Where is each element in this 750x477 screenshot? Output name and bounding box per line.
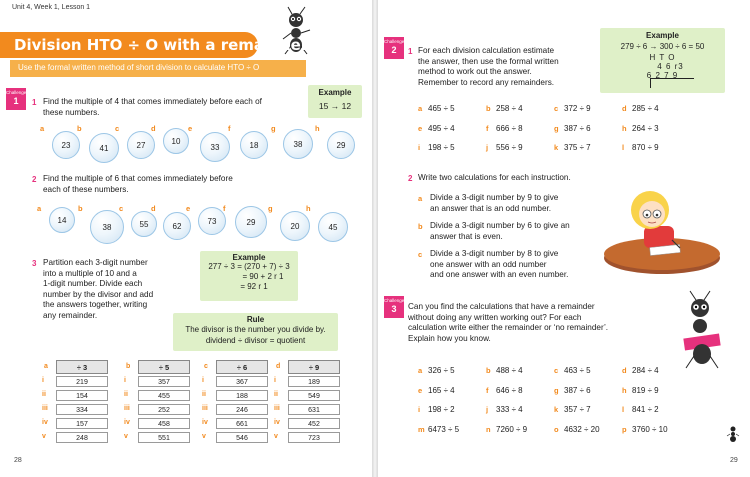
table-cell: 551 (138, 432, 190, 443)
calc-expression: 372 ÷ 9 (564, 104, 591, 113)
rule-heading: Rule (246, 315, 265, 324)
instruction-line: Divide a 3-digit number by 6 to give an (430, 221, 570, 230)
calc-label: d (622, 104, 627, 113)
table-row-label: v (274, 433, 278, 440)
table-cell: 154 (56, 390, 108, 401)
calc-expression: 198 ÷ 2 (428, 405, 455, 414)
calc-label: g (554, 385, 559, 395)
example-heading: Example (232, 253, 266, 262)
calc-expression: 495 ÷ 4 (428, 123, 455, 133)
calc-expression: 7260 ÷ 9 (496, 424, 528, 434)
example-line: 277 ÷ 3 = (270 + 7) ÷ 3 (208, 262, 290, 271)
table-cell: 219 (56, 376, 108, 387)
table-row-label: iv (124, 419, 130, 426)
instruction-line: and one answer with an even number. (430, 270, 569, 279)
calc-label: k (554, 405, 559, 414)
r-question-1-line: the answer, then use the formal written (418, 56, 559, 66)
calc-label: f (486, 385, 489, 395)
number-bubble (127, 131, 155, 159)
bubble-label: g (268, 204, 273, 213)
number-bubble (327, 131, 355, 159)
calc-label: l (622, 143, 625, 152)
calc-expression: 285 ÷ 4 (632, 104, 659, 113)
example-heading: Example (318, 88, 352, 97)
calc-expression: 6473 ÷ 5 (428, 424, 460, 434)
table-column-label: c (204, 363, 208, 370)
calc-expression: 4632 ÷ 20 (564, 424, 600, 434)
calc-label: h (622, 385, 627, 395)
bubble-value: 27 (136, 140, 146, 150)
example-value: 15 → 12 (318, 101, 352, 111)
bubble-label: a (37, 204, 42, 213)
table-row-label: iv (42, 419, 48, 426)
bubble-value: 45 (328, 222, 338, 232)
r-question-1-line: For each division calculation estimate (418, 46, 555, 55)
table-row-label: v (124, 433, 128, 440)
r-question-1-number: 1 (408, 47, 413, 56)
calc-label: c (554, 366, 559, 375)
bubble-value: 38 (102, 222, 112, 232)
question-3-line: Partition each 3-digit number (43, 258, 148, 267)
rule-line: The divisor is the number you divide by. (185, 325, 326, 334)
number-bubble (90, 210, 124, 244)
table-cell: 723 (288, 432, 340, 443)
calc-expression: 357 ÷ 7 (564, 405, 591, 414)
bubble-label: b (78, 204, 83, 213)
bubble-value: 23 (61, 140, 71, 150)
table-row-label: iv (202, 419, 208, 426)
bubble-value: 20 (290, 221, 300, 231)
number-bubble (235, 206, 267, 238)
calc-expression: 333 ÷ 4 (496, 405, 523, 414)
calc-expression: 375 ÷ 7 (564, 143, 591, 152)
table-row-label: iii (274, 405, 280, 412)
table-row-label: v (202, 433, 206, 440)
example-box-3 (600, 28, 725, 93)
bubble-value: 38 (293, 139, 303, 149)
question-1-line: these numbers. (43, 107, 100, 117)
number-bubble (131, 211, 157, 237)
calc-expression: 198 ÷ 5 (428, 143, 455, 152)
table-header: ÷ 5 (138, 360, 190, 374)
table-cell: 334 (56, 404, 108, 415)
calc-expression: 465 ÷ 5 (428, 104, 455, 113)
table-cell: 188 (216, 390, 268, 401)
table-cell: 631 (288, 404, 340, 415)
table-header: ÷ 9 (288, 360, 340, 374)
challenge-badge-2 (384, 37, 404, 59)
table-row-label: iii (124, 405, 130, 412)
number-bubble (163, 128, 189, 154)
challenge-label: Challenge (384, 39, 405, 44)
instruction-line: answer that is even. (430, 231, 503, 241)
instruction-line: Divide a 3-digit number by 8 to give (430, 249, 559, 258)
ant-with-pencil-icon (672, 290, 732, 370)
calc-expression: 463 ÷ 5 (564, 366, 591, 375)
calc-expression: 258 ÷ 4 (496, 104, 523, 113)
calc-label: a (418, 104, 423, 113)
r-question-3-line: Explain how you know. (408, 333, 491, 343)
right-page (378, 0, 750, 477)
r-question-1-text (418, 46, 598, 88)
instruction-label: a (418, 194, 423, 203)
r-question-2-number: 2 (408, 174, 413, 183)
instruction-label: c (418, 250, 423, 259)
example-line: 279 ÷ 6 → 300 ÷ 6 = 50 (620, 42, 705, 51)
bubble-label: h (315, 124, 320, 133)
calc-expression: 488 ÷ 4 (496, 366, 523, 375)
example-heading: Example (646, 31, 679, 40)
calc-label: a (418, 366, 423, 375)
calc-label: b (486, 366, 491, 375)
example-box-1 (308, 85, 362, 118)
bubble-label: a (40, 124, 45, 133)
calc-expression: 387 ÷ 6 (564, 385, 591, 395)
table-cell: 458 (138, 418, 190, 429)
question-2-line: Find the multiple of 6 that comes immediately before (43, 174, 233, 183)
number-bubble (163, 212, 191, 240)
example-line: = 92 r 1 (240, 282, 268, 291)
table-cell: 452 (288, 418, 340, 429)
bubble-value: 29 (336, 140, 346, 150)
table-row-label: iii (202, 405, 208, 412)
table-row-label: v (42, 433, 46, 440)
calc-label: e (418, 123, 423, 133)
ant-small-icon (726, 426, 740, 442)
r-question-3-line: calculation write either the remainder or ‘no remainder’. (408, 323, 609, 332)
page-number-left: 28 (14, 457, 22, 464)
instruction-text (430, 193, 600, 214)
table-cell: 189 (288, 376, 340, 387)
r-question-3-line: Can you find the calculations that have a remainder (408, 302, 595, 311)
question-1-text (43, 97, 283, 118)
table-row-label: iv (274, 419, 280, 426)
place-value-header: H T O (649, 53, 676, 62)
question-3-text (43, 258, 183, 321)
challenge-badge-3 (384, 296, 404, 318)
calc-label: h (622, 123, 627, 133)
table-row-label: ii (274, 391, 278, 398)
table-row-label: i (274, 377, 276, 384)
table-column-label: d (276, 363, 281, 370)
bubble-value: 18 (249, 140, 259, 150)
instruction-label: b (418, 222, 423, 231)
example-box-2 (200, 251, 298, 301)
calc-label: o (554, 424, 559, 434)
table-cell: 357 (138, 376, 190, 387)
calc-label: j (486, 405, 489, 414)
number-bubble (52, 131, 80, 159)
table-row-label: i (42, 377, 44, 384)
challenge-label: Challenge (384, 298, 405, 303)
rule-line: dividend ÷ divisor = quotient (205, 336, 306, 345)
challenge-badge-1 (6, 88, 26, 110)
calc-expression: 870 ÷ 9 (632, 143, 659, 152)
calc-label: j (486, 143, 489, 152)
table-row-label: i (202, 377, 204, 384)
girl-writing-icon (602, 178, 722, 278)
calc-label: l (622, 405, 625, 414)
challenge-number: 3 (391, 303, 397, 314)
calc-expression: 387 ÷ 6 (564, 123, 591, 133)
calc-label: i (418, 143, 421, 152)
bubble-value: 10 (171, 136, 181, 146)
calc-label: i (418, 405, 421, 414)
calc-expression: 165 ÷ 4 (428, 385, 455, 395)
question-3-line: the answers together, writing (43, 300, 148, 309)
bubble-label: c (119, 204, 124, 213)
bubble-label: d (151, 204, 156, 213)
table-cell: 248 (56, 432, 108, 443)
left-page (0, 0, 372, 477)
instruction-line: Divide a 3-digit number by 9 to give (430, 193, 559, 202)
bubble-value: 55 (139, 219, 149, 229)
calc-expression: 3760 ÷ 10 (632, 424, 668, 434)
calc-label: p (622, 424, 627, 434)
table-column-label: b (126, 363, 131, 370)
calc-label: d (622, 366, 627, 375)
instruction-line: one answer with an odd number (430, 259, 547, 269)
question-3-line: 1-digit number. Divide each (43, 279, 143, 288)
bubble-label: e (186, 204, 191, 213)
table-row-label: ii (124, 391, 128, 398)
bubble-value: 14 (57, 215, 67, 225)
calc-label: b (486, 104, 491, 113)
r-question-1-line: Remember to record any remainders. (418, 77, 555, 87)
page-number-right: 29 (730, 457, 738, 464)
page-title: Division HTO ÷ O with a remainder (14, 36, 309, 54)
table-cell: 546 (216, 432, 268, 443)
number-bubble (89, 133, 119, 163)
bubble-value: 29 (246, 217, 256, 227)
number-bubble (198, 207, 226, 235)
number-bubble (318, 212, 348, 242)
challenge-number: 1 (13, 95, 19, 106)
question-3-number: 3 (32, 259, 37, 268)
bubble-label: g (271, 124, 276, 133)
question-1-number: 1 (32, 98, 37, 107)
challenge-number: 2 (391, 44, 397, 55)
table-cell: 157 (56, 418, 108, 429)
instruction-text (430, 249, 600, 281)
bubble-value: 41 (99, 143, 109, 153)
table-cell: 252 (138, 404, 190, 415)
dividend-line: 6 2 7 9 (646, 71, 679, 80)
table-cell: 367 (216, 376, 268, 387)
bubble-label: c (115, 124, 120, 133)
table-row-label: iii (42, 405, 48, 412)
bubble-label: f (223, 204, 226, 213)
bubble-label: h (306, 204, 311, 213)
quotient-line: 4 6 r3 (657, 62, 684, 71)
bubble-value: 62 (172, 221, 182, 231)
bubble-label: f (228, 124, 231, 133)
division-bar (650, 78, 694, 79)
table-cell: 549 (288, 390, 340, 401)
question-3-line: into a multiple of 10 and a (43, 268, 137, 278)
division-bracket (650, 78, 651, 88)
table-cell: 661 (216, 418, 268, 429)
calc-label: g (554, 123, 559, 133)
r-question-1-line: method to work out the answer. (418, 67, 532, 76)
calc-label: c (554, 104, 559, 113)
r-question-2-text: Write two calculations for each instruction. (418, 173, 571, 182)
table-row-label: ii (42, 391, 46, 398)
table-header: ÷ 6 (216, 360, 268, 374)
number-bubble (240, 131, 268, 159)
number-bubble (49, 207, 75, 233)
question-2-number: 2 (32, 175, 37, 184)
r-question-3-line: without doing any written working out? For each (408, 312, 582, 322)
question-3-line: number by the divisor and add (43, 289, 154, 299)
number-bubble (283, 129, 313, 159)
table-row-label: ii (202, 391, 206, 398)
calc-expression: 284 ÷ 4 (632, 366, 659, 375)
challenge-label: Challenge (6, 90, 27, 95)
calc-label: k (554, 143, 559, 152)
bubble-value: 73 (207, 216, 217, 226)
question-2-text (43, 174, 283, 195)
question-1-line: Find the multiple of 4 that comes immediately before each of (43, 97, 262, 106)
instruction-line: an answer that is an odd number. (430, 203, 552, 213)
calc-label: m (418, 424, 425, 434)
bubble-label: d (151, 124, 156, 133)
question-3-line: any remainder. (43, 310, 98, 320)
page-subtitle: Use the formal written method of short division to calculate HTO ÷ O (18, 63, 260, 72)
table-row-label: i (124, 377, 126, 384)
bubble-label: b (77, 124, 82, 133)
calc-expression: 264 ÷ 3 (632, 123, 659, 133)
calc-label: f (486, 123, 489, 133)
table-column-label: a (44, 363, 48, 370)
table-cell: 246 (216, 404, 268, 415)
rule-box (173, 313, 338, 351)
unit-label: Unit 4, Week 1, Lesson 1 (12, 4, 91, 11)
calc-expression: 326 ÷ 5 (428, 366, 455, 375)
calc-expression: 819 ÷ 9 (632, 385, 659, 395)
table-header: ÷ 3 (56, 360, 108, 374)
bubble-label: e (188, 124, 193, 133)
instruction-text (430, 221, 600, 242)
r-question-3-text (408, 302, 628, 344)
bubble-value: 33 (210, 142, 220, 152)
calc-expression: 646 ÷ 8 (496, 385, 523, 395)
number-bubble (200, 132, 230, 162)
number-bubble (280, 211, 310, 241)
question-2-line: each of these numbers. (43, 184, 129, 194)
table-cell: 455 (138, 390, 190, 401)
calc-expression: 556 ÷ 9 (496, 143, 523, 152)
calc-expression: 841 ÷ 2 (632, 405, 659, 414)
example-line: = 90 + 2 r 1 (242, 272, 284, 281)
calc-label: e (418, 385, 423, 395)
calc-label: n (486, 424, 491, 434)
calc-expression: 666 ÷ 8 (496, 123, 523, 133)
